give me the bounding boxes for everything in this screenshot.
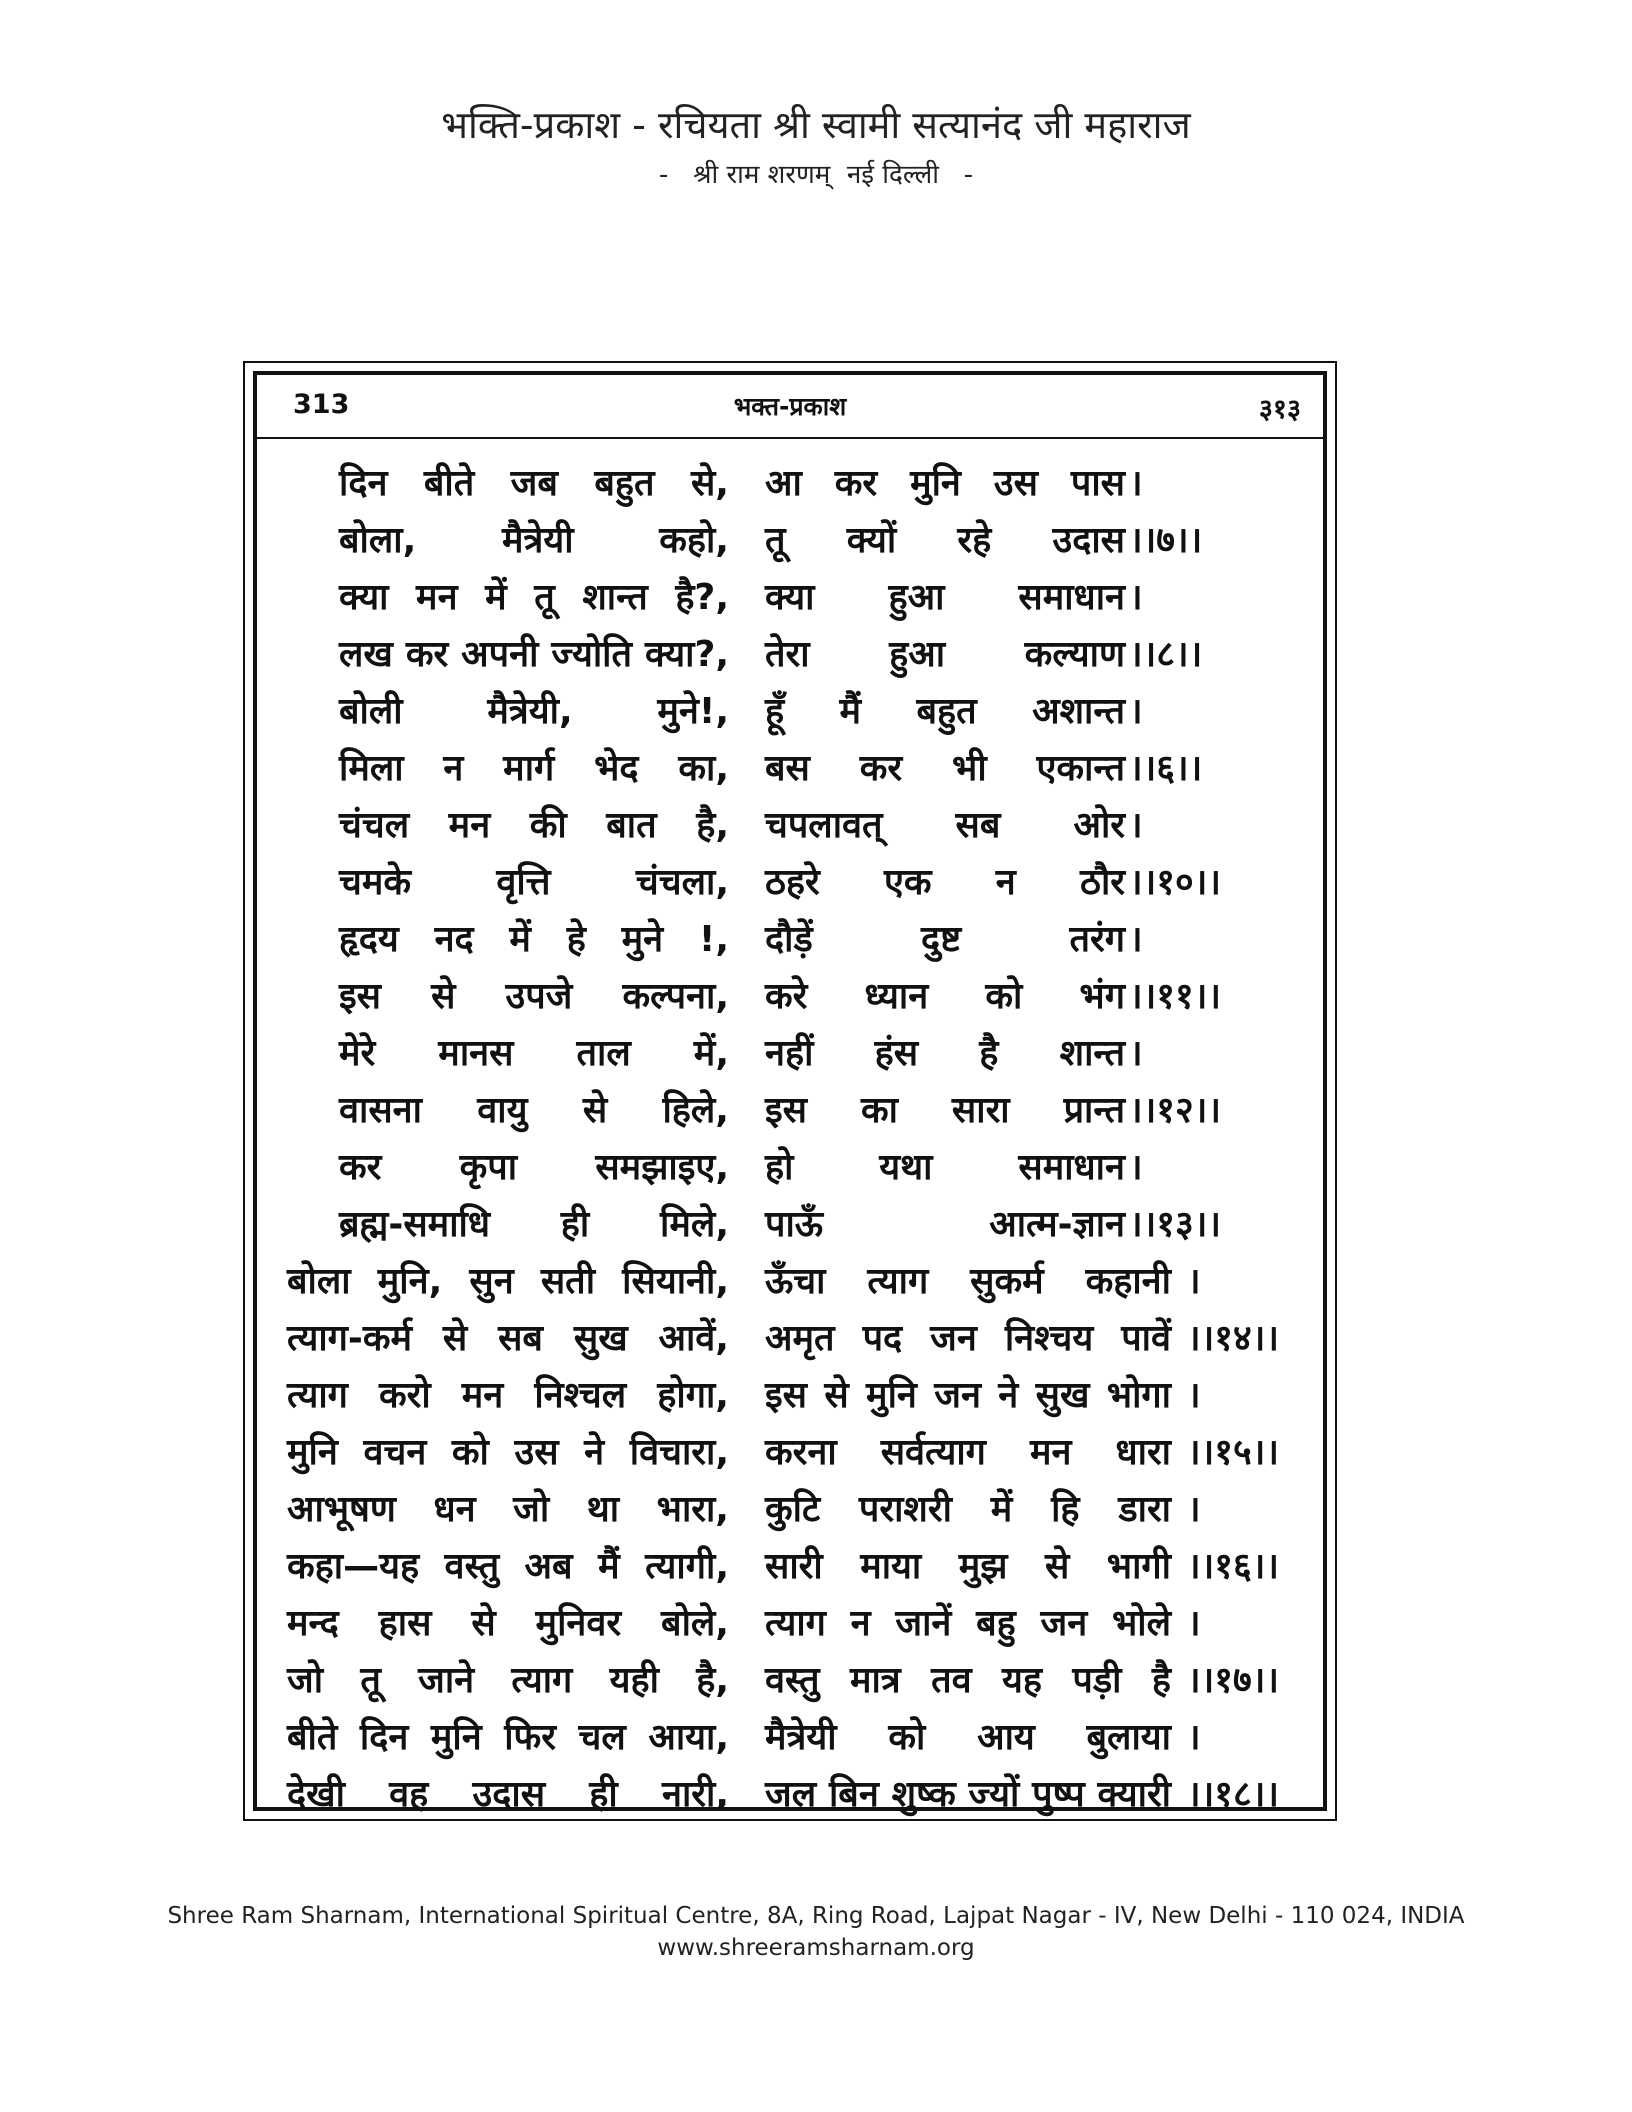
verse-mark: । xyxy=(1129,919,1143,960)
verse-second-half: तेरा हुआ कल्याण xyxy=(765,634,1125,675)
verse-line xyxy=(257,626,1323,683)
page-number-left: 313 xyxy=(293,389,350,420)
verse-line xyxy=(257,1595,1323,1652)
book-subtitle: - श्री राम शरणम् नई दिल्ली - xyxy=(658,160,974,190)
verse-second-half: इस का सारा प्रान्त xyxy=(765,1090,1125,1131)
verse-second-half: करे ध्यान को भंग xyxy=(765,976,1125,1017)
verse-line xyxy=(257,569,1323,626)
verse-line xyxy=(257,1025,1323,1082)
verse-mark: ।।१३।। xyxy=(1129,1204,1222,1245)
verse-first-half: देखी वह उदास ही नारी, xyxy=(287,1774,729,1815)
page-frame xyxy=(243,361,1337,1821)
verse-mark: ।।१७।। xyxy=(1187,1660,1280,1701)
verse-first-half: त्याग-कर्म से सब सुख आवें, xyxy=(287,1318,729,1359)
verse-first-half: बोला मुनि, सुन सती सियानी, xyxy=(287,1261,729,1302)
verse-mark: । xyxy=(1187,1603,1201,1644)
document-footer xyxy=(0,1900,1632,1964)
verse-second-half: ठहरे एक न ठौर xyxy=(765,862,1125,903)
verse-line xyxy=(257,968,1323,1025)
verse-first-half: मुनि वचन को उस ने विचारा, xyxy=(287,1432,729,1473)
verse-line xyxy=(257,1652,1323,1709)
verse-mark: ।।८।। xyxy=(1129,634,1203,675)
verse-line xyxy=(257,1424,1323,1481)
footer-address: Shree Ram Sharnam, International Spiritual Centre, 8A, Ring Road, Lajpat Nagar - IV, New Delhi - 110 024, INDIA xyxy=(167,1903,1465,1929)
verse-second-half: मैत्रेयी को आय बुलाया xyxy=(765,1717,1171,1758)
header-rule xyxy=(257,437,1323,439)
book-title: भक्ति-प्रकाश - रचियता श्री स्वामी सत्यानंद जी महाराज xyxy=(441,103,1191,147)
verse-mark: ।।१६।। xyxy=(1187,1546,1280,1587)
verse-line xyxy=(257,1196,1323,1253)
verse-line xyxy=(257,740,1323,797)
verse-line xyxy=(257,1253,1323,1310)
verse-first-half: कहा—यह वस्तु अब मैं त्यागी, xyxy=(287,1546,729,1587)
verse-mark: । xyxy=(1129,805,1143,846)
verse-second-half: आ कर मुनि उस पास xyxy=(765,463,1125,504)
page-frame-inner xyxy=(253,371,1327,1815)
verse-second-half: वस्तु मात्र तव यह पड़ी है xyxy=(765,1660,1171,1701)
verse-second-half: सारी माया मुझ से भागी xyxy=(765,1546,1171,1587)
verse-line xyxy=(257,512,1323,569)
verse-first-half: मिला न मार्ग भेद का, xyxy=(339,748,729,789)
verse-mark: ।।११।। xyxy=(1129,976,1222,1017)
verse-second-half: करना सर्वत्याग मन धारा xyxy=(765,1432,1171,1473)
verse-mark: ।।६।। xyxy=(1129,748,1203,789)
verse-line xyxy=(257,1367,1323,1424)
verse-second-half: इस से मुनि जन ने सुख भोगा xyxy=(765,1375,1171,1416)
verse-mark: ।।१०।। xyxy=(1129,862,1222,903)
document-header xyxy=(0,100,1632,192)
verse-first-half: चंचल मन की बात है, xyxy=(339,805,729,846)
verse-line xyxy=(257,1082,1323,1139)
verse-second-half: ऊँचा त्याग सुकर्म कहानी xyxy=(765,1261,1171,1302)
verse-second-half: जल बिन शुष्क ज्यों पुष्प क्यारी xyxy=(765,1774,1171,1815)
verse-second-half: तू क्यों रहे उदास xyxy=(765,520,1125,561)
verse-mark: । xyxy=(1129,1033,1143,1074)
verse-first-half: मेरे मानस ताल में, xyxy=(339,1033,729,1074)
verse-line xyxy=(257,1139,1323,1196)
verse-mark: ।।१८।। xyxy=(1187,1774,1280,1815)
verse-first-half: दिन बीते जब बहुत से, xyxy=(339,463,729,504)
verse-mark: ।।१४।। xyxy=(1187,1318,1280,1359)
verse-first-half: बीते दिन मुनि फिर चल आया, xyxy=(287,1717,729,1758)
verse-first-half: चमके वृत्ति चंचला, xyxy=(339,862,729,903)
verse-line xyxy=(257,1766,1323,1823)
verse-first-half: जो तू जाने त्याग यही है, xyxy=(287,1660,729,1701)
verse-mark: । xyxy=(1187,1489,1201,1530)
verse-second-half: पाऊँ आत्म-ज्ञान xyxy=(765,1204,1125,1245)
verse-second-half: नहीं हंस है शान्त xyxy=(765,1033,1125,1074)
verse-mark: । xyxy=(1187,1375,1201,1416)
verse-first-half: वासना वायु से हिले, xyxy=(339,1090,729,1131)
verse-line xyxy=(257,911,1323,968)
footer-website: www.shreeramsharnam.org xyxy=(657,1935,975,1961)
verse-first-half: त्याग करो मन निश्चल होगा, xyxy=(287,1375,729,1416)
verse-first-half: इस से उपजे कल्पना, xyxy=(339,976,729,1017)
verse-line xyxy=(257,1310,1323,1367)
verse-second-half: क्या हुआ समाधान xyxy=(765,577,1125,618)
verse-line xyxy=(257,455,1323,512)
verse-second-half: त्याग न जानें बहु जन भोले xyxy=(765,1603,1171,1644)
verse-first-half: ब्रह्म-समाधि ही मिले, xyxy=(339,1204,729,1245)
verse-mark: ।।१२।। xyxy=(1129,1090,1222,1131)
verse-line xyxy=(257,854,1323,911)
verse-first-half: लख कर अपनी ज्योति क्या?, xyxy=(339,634,729,675)
verse-line xyxy=(257,1538,1323,1595)
verse-second-half: हो यथा समाधान xyxy=(765,1147,1125,1188)
verse-first-half: क्या मन में तू शान्त है?, xyxy=(339,577,729,618)
verse-mark: । xyxy=(1187,1261,1201,1302)
verse-second-half: चपलावत् सब ओर xyxy=(765,805,1125,846)
verse-first-half: मन्द हास से मुनिवर बोले, xyxy=(287,1603,729,1644)
verse-mark: ।।७।। xyxy=(1129,520,1203,561)
verse-list xyxy=(257,455,1323,1823)
verse-mark: ।।१५।। xyxy=(1187,1432,1280,1473)
verse-mark: । xyxy=(1129,691,1143,732)
verse-second-half: दौड़ें दुष्ट तरंग xyxy=(765,919,1125,960)
verse-second-half: हूँ मैं बहुत अशान्त xyxy=(765,691,1125,732)
verse-first-half: कर कृपा समझाइए, xyxy=(339,1147,729,1188)
verse-first-half: बोली मैत्रेयी, मुने!, xyxy=(339,691,729,732)
verse-first-half: बोला, मैत्रेयी कहो, xyxy=(339,520,729,561)
verse-mark: । xyxy=(1129,463,1143,504)
page-number-right: ३१३ xyxy=(1258,394,1301,425)
verse-mark: । xyxy=(1129,1147,1143,1188)
verse-line xyxy=(257,1481,1323,1538)
verse-second-half: अमृत पद जन निश्चय पावें xyxy=(765,1318,1171,1359)
verse-first-half: हृदय नद में हे मुने !, xyxy=(339,919,729,960)
verse-second-half: बस कर भी एकान्त xyxy=(765,748,1125,789)
page-running-head xyxy=(257,387,1323,431)
verse-line xyxy=(257,1709,1323,1766)
verse-mark: । xyxy=(1129,577,1143,618)
verse-first-half: आभूषण धन जो था भारा, xyxy=(287,1489,729,1530)
verse-line xyxy=(257,797,1323,854)
verse-second-half: कुटि पराशरी में हि डारा xyxy=(765,1489,1171,1530)
running-title: भक्त-प्रकाश xyxy=(733,392,847,421)
verse-line xyxy=(257,683,1323,740)
verse-mark: । xyxy=(1187,1717,1201,1758)
